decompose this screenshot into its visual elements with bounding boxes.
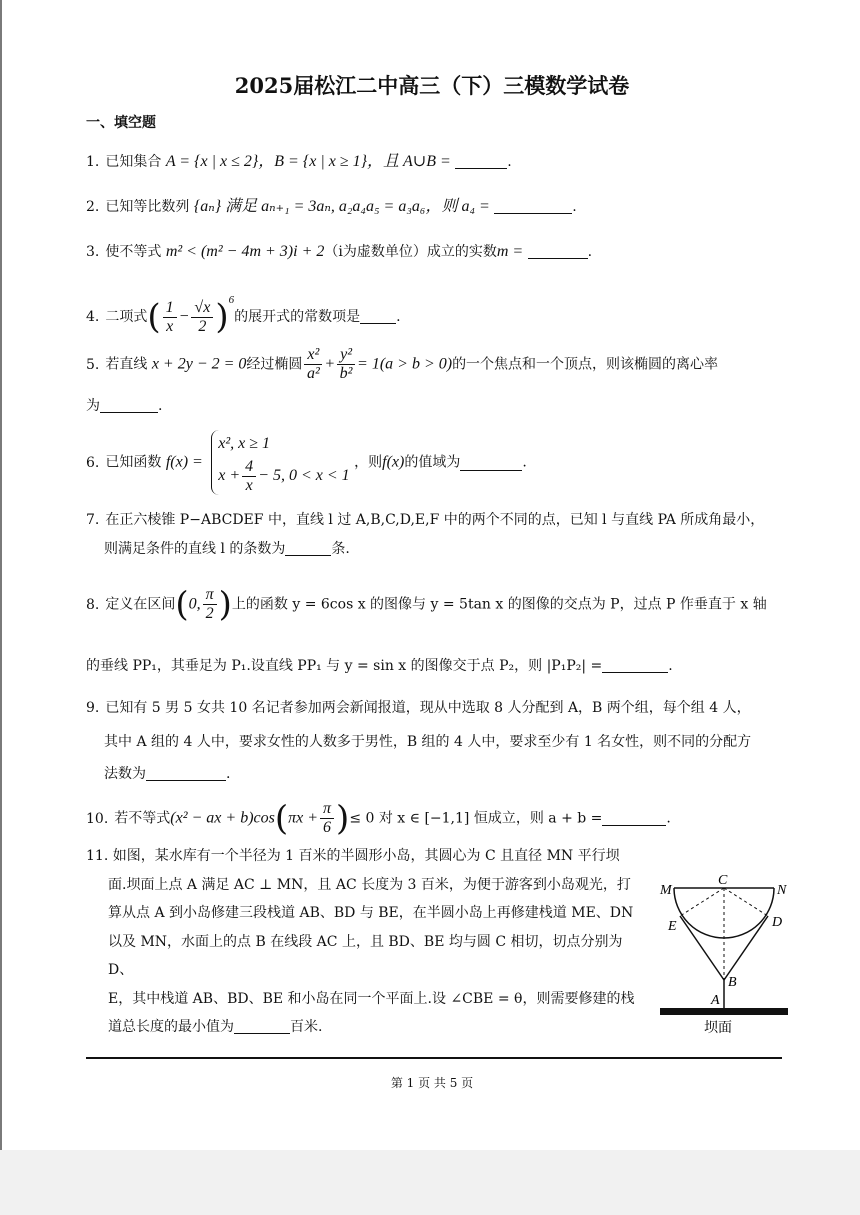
question-2: 2. 已知等比数列 {aₙ} 满足 aₙ₊₁ = 3aₙ, a₂a₄a₅ = a₃a₆，则 a₄ = . xyxy=(86,198,577,215)
fraction-sqrtx-over-2: $\frac{√x}{2}$ xyxy=(191,299,213,336)
answer-blank[interactable] xyxy=(234,1017,290,1034)
answer-blank[interactable] xyxy=(455,152,507,169)
q1-expr: A = {x | x ≤ 2}，B = {x | x ≥ 1}，且 A∪B = xyxy=(165,153,451,170)
fraction-pi-over-6: $\frac{\pi}{6}$ xyxy=(320,800,334,837)
label-n: N xyxy=(777,883,787,898)
fraction-1-over-x: $\frac{1}{x}$ xyxy=(163,299,177,336)
fraction-x2-a2: $\frac{\text{x²}}{\text{a²}}$ xyxy=(304,346,322,383)
piecewise-cases: x², x ≥ 1 x + $\frac{4}{x}$ − 5, 0 < x < 1 xyxy=(211,430,349,495)
question-8: 8. 定义在区间(0, $\frac{\pi}{2}$ )上的函数 y = 6cos x 的图像与 y = 5tan x 的图像的交点为 P，过点 P 作垂直于 x 轴 xyxy=(86,584,767,625)
answer-blank[interactable] xyxy=(494,197,572,214)
fraction-y2-b2: $\frac{\text{y²}}{\text{b²}}$ xyxy=(337,346,355,383)
question-7-line-2: 则满足条件的直线 l 的条数为 条. xyxy=(104,541,350,557)
reservoir-figure xyxy=(654,868,794,1038)
segment-bd xyxy=(724,916,768,980)
label-m: M xyxy=(660,883,672,898)
section-heading: 一、填空题 xyxy=(86,115,156,131)
answer-blank[interactable] xyxy=(360,307,396,324)
page-footer: 第 1 页 共 5 页 xyxy=(390,1076,474,1090)
answer-blank[interactable] xyxy=(528,242,588,259)
page-title: 2025届松江二中高三（下）三模数学试卷 xyxy=(234,73,630,98)
question-10: 10. 若不等式(x² − ax + b)cos(πx + $\frac{\pi}{6}$ )≤ 0 对 x ∈ [−1,1] 恒成立，则 a + b = . xyxy=(86,798,671,839)
answer-blank[interactable] xyxy=(602,656,668,673)
question-4: 4. 二项式( $\frac{1}{x}$ − $\frac{√x}{2}$ )$^6$的展开式的常数项是 . xyxy=(86,294,401,337)
q3-expr: m² < (m² − 4m + 3)i + 2 xyxy=(165,243,325,260)
radius-cd xyxy=(724,888,768,916)
answer-blank[interactable] xyxy=(602,809,666,826)
question-11: 11. 如图，某水库有一个半径为 1 百米的半圆形小岛，其圆心为 C 且直径 MN 平行坝 面.坝面上点 A 满足 AC ⊥ MN，且 AC 长度为 3 百米，为便于游客到小岛观光，打 算从点 A 到小岛修建三段栈道 AB、BD 与 BE，在半圆小岛上再修建栈道 ME、DN 以及 MN，水面上的点 B 在线段 AC 上，且 BD、BE 均与圆 C 相切，切点分别为 D、 E，其中栈道 AB、BD、BE 和小岛在同一个平面上.设 ∠CBE = θ，则需要修建的栈 道总长度的最小值为 百米. xyxy=(86,848,635,1035)
label-c: C xyxy=(718,873,728,888)
question-3: 3. 使不等式 m² < (m² − 4m + 3)i + 2（i为虚数单位）成立的实数m = . xyxy=(86,243,593,260)
radius-ce xyxy=(680,888,724,916)
segment-be xyxy=(680,916,724,980)
question-8-line-2: 的垂线 PP₁，其垂足为 P₁.设直线 PP₁ 与 y = sin x 的图像交于点 P₂，则 |P₁P₂| = . xyxy=(86,658,673,674)
footer-rule xyxy=(86,1057,782,1059)
question-9: 9. 已知有 5 男 5 女共 10 名记者参加两会新闻报道，现从中选取 8 人分配到 A，B 两个组，每个组 4 人， xyxy=(86,700,751,716)
label-d: D xyxy=(772,915,783,930)
answer-blank[interactable] xyxy=(100,396,158,413)
answer-blank[interactable] xyxy=(285,539,331,556)
fraction-pi-over-2: $\frac{\pi}{2}$ xyxy=(203,586,217,623)
question-7: 7. 在正六棱锥 P−ABCDEF 中，直线 l 过 A,B,C,D,E,F 中的两个不同的点，已知 l 与直线 PA 所成角最小， xyxy=(86,512,765,528)
answer-blank[interactable] xyxy=(460,454,522,471)
question-1: 1. 已知集合 A = {x | x ≤ 2}，B = {x | x ≥ 1}，且 A∪B = . xyxy=(86,153,512,170)
dam-surface xyxy=(660,1008,788,1015)
question-5: 5. 若直线 x + 2y − 2 = 0经过椭圆 $\frac{\text{x²}}{\text{a²}}$ + $\frac{\text{y²}}{\text{b²}}$ = 1(a > b > 0)的一个焦点和一个顶点，则该椭圆的离心率 xyxy=(86,346,719,382)
label-b: B xyxy=(728,975,737,990)
question-5-line-2: 为 . xyxy=(86,398,163,414)
label-dam: 坝面 xyxy=(704,1020,732,1036)
label-e: E xyxy=(668,919,677,934)
question-9-line-3: 法数为 . xyxy=(104,766,231,782)
question-9-line-2: 其中 A 组的 4 人中，要求女性的人数多于男性，B 组的 4 人中，要求至少有 1 名女性，则不同的分配方 xyxy=(104,734,752,750)
question-6: 6. 已知函数 f(x) = x², x ≥ 1 x + $\frac{4}{x}$ − 5, 0 < x < 1 ，则f(x)的值域为 . xyxy=(86,430,527,495)
answer-blank[interactable] xyxy=(146,764,226,781)
label-a: A xyxy=(711,993,720,1008)
q2-expr: {aₙ} 满足 aₙ₊₁ = 3aₙ, a₂a₄a₅ = a₃a₆，则 a₄ = xyxy=(193,198,490,215)
